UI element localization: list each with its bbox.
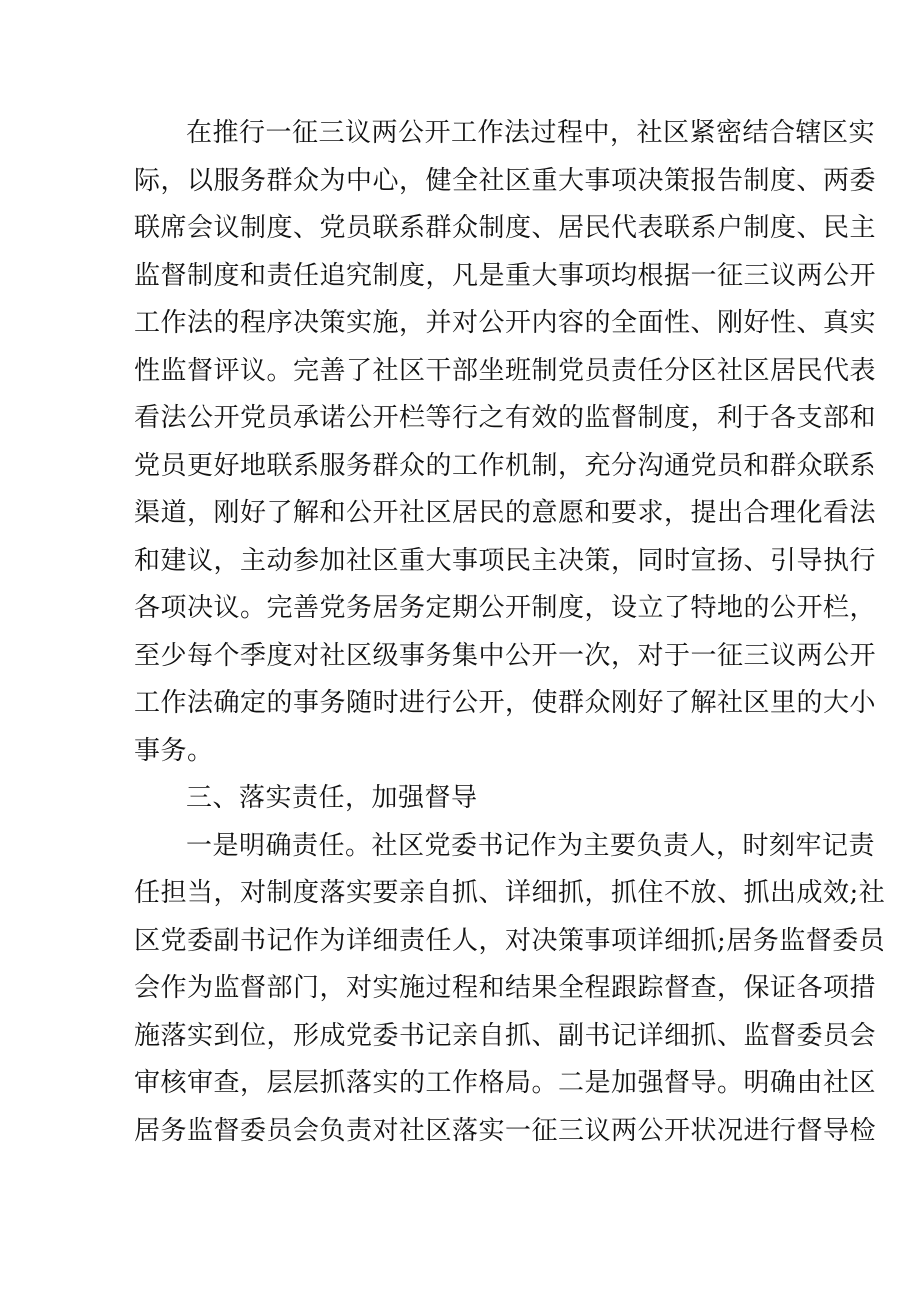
text-line: 各项决议。完善党务居务定期公开制度，设立了特地的公开栏， <box>134 593 877 623</box>
text-line: 至少每个季度对社区级事务集中公开一次，对于一征三议两公开 <box>134 640 877 671</box>
text-line: 施落实到位，形成党委书记亲自抓、副书记详细抓、监督委员会 <box>134 1020 877 1051</box>
text-line: 居务监督委员会负责对社区落实一征三议两公开状况进行督导检 <box>134 1115 877 1146</box>
paragraph-1 <box>134 110 877 775</box>
text-line: 工作法确定的事务随时进行公开，使群众刚好了解社区里的大小 <box>134 688 877 718</box>
text-line: 区党委副书记作为详细责任人，对决策事项详细抓;居务监督委员 <box>134 925 886 956</box>
text-line: 党员更好地联系服务群众的工作机制，充分沟通党员和群众联系 <box>134 450 877 481</box>
text-line: 任担当，对制度落实要亲自抓、详细抓，抓住不放、抓出成效;社 <box>134 878 886 908</box>
text-line: 在推行一征三议两公开工作法过程中，社区紧密结合辖区实 <box>186 118 876 148</box>
text-line: 联席会议制度、党员联系群众制度、居民代表联系户制度、民主 <box>134 213 877 243</box>
text-line: 工作法的程序决策实施，并对公开内容的全面性、刚好性、真实 <box>134 308 877 338</box>
text-line: 看法公开党员承诺公开栏等行之有效的监督制度，利于各支部和 <box>134 403 877 433</box>
text-line: 会作为监督部门，对实施过程和结果全程跟踪督查，保证各项措 <box>134 973 877 1003</box>
heading-line: 三、落实责任，加强督导 <box>186 783 478 813</box>
text-line: 审核审查，层层抓落实的工作格局。二是加强督导。明确由社区 <box>134 1068 877 1098</box>
text-line: 事务。 <box>134 735 214 766</box>
section-heading <box>134 775 799 823</box>
paragraph-2 <box>134 823 886 1156</box>
text-line: 际，以服务群众为中心，健全社区重大事项决策报告制度、两委 <box>134 165 877 196</box>
text-line: 一是明确责任。社区党委书记作为主要负责人，时刻牢记责 <box>186 830 876 861</box>
text-line: 和建议，主动参加社区重大事项民主决策，同时宣扬、引导执行 <box>134 545 877 576</box>
text-line: 监督制度和责任追究制度，凡是重大事项均根据一征三议两公开 <box>134 260 877 291</box>
text-line: 性监督评议。完善了社区干部坐班制党员责任分区社区居民代表 <box>134 355 877 386</box>
text-line: 渠道，刚好了解和公开社区居民的意愿和要求，提出合理化看法 <box>134 498 877 528</box>
document-body <box>134 110 886 1155</box>
